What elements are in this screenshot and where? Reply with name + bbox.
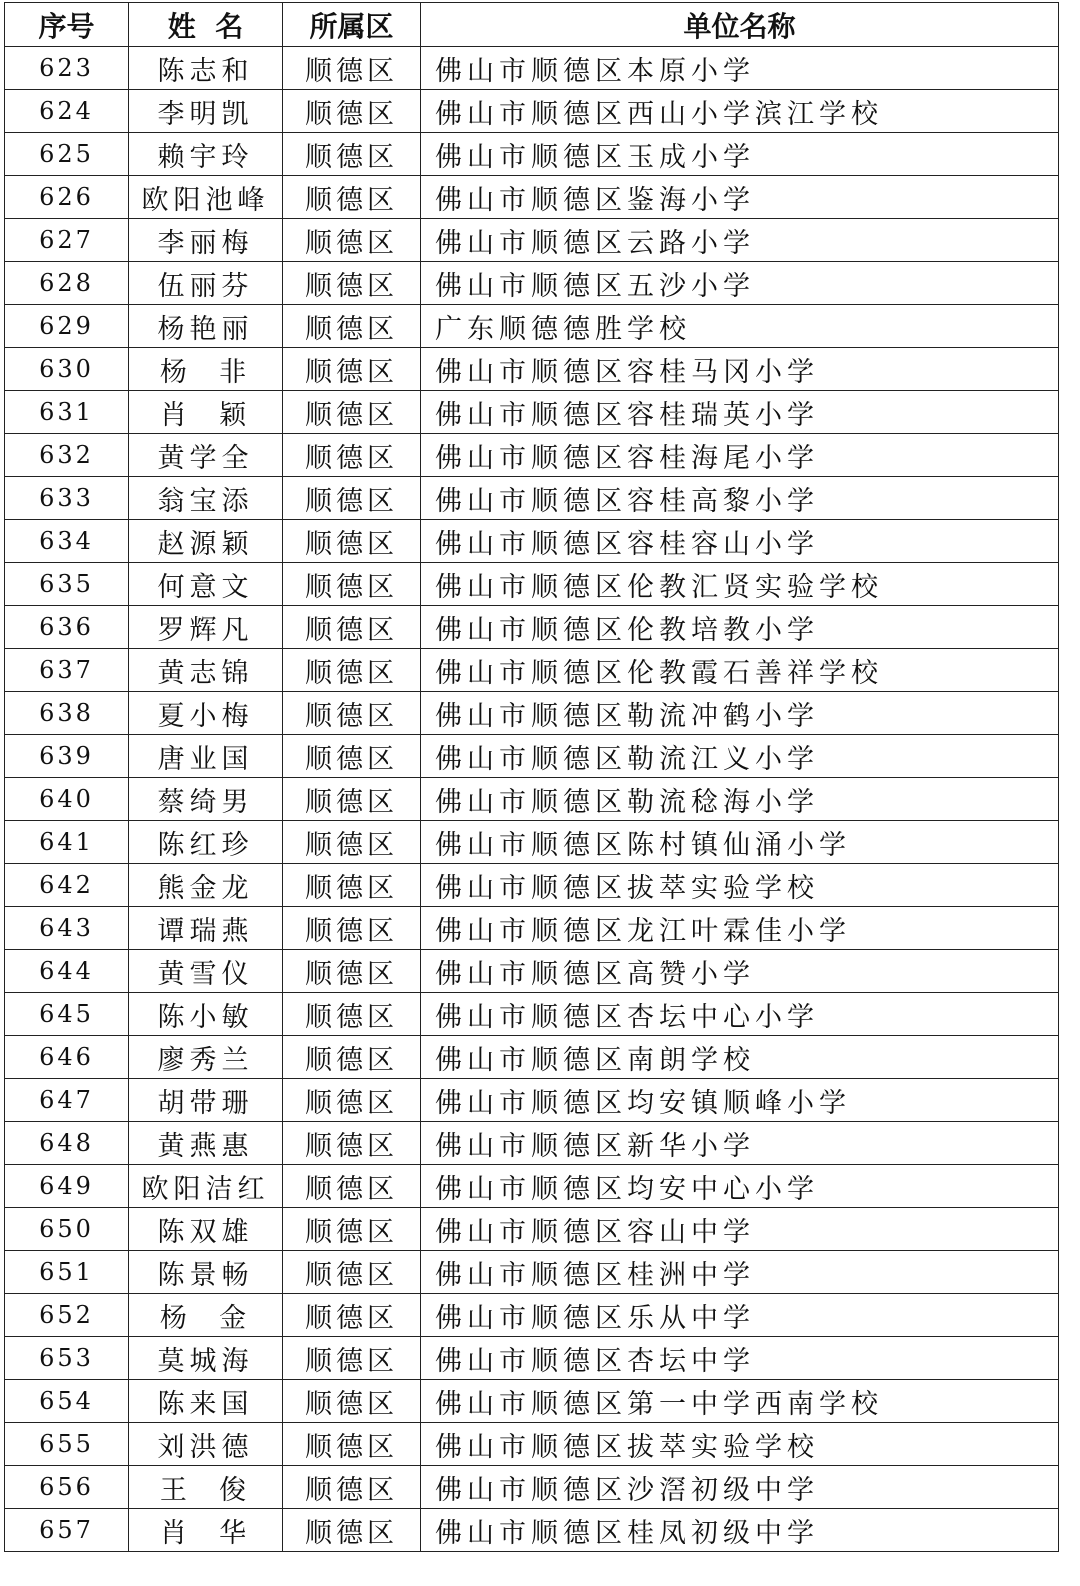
table-row [5, 1509, 1059, 1552]
table-row [5, 1165, 1059, 1208]
seq-cell: 636 [5, 606, 129, 649]
seq-cell: 626 [5, 176, 129, 219]
seq-cell: 656 [5, 1466, 129, 1509]
seq-cell: 629 [5, 305, 129, 348]
seq-cell: 639 [5, 735, 129, 778]
unit-cell: 佛山市顺德区西山小学滨江学校 [421, 90, 1059, 133]
unit-cell: 佛山市顺德区均安中心小学 [421, 1165, 1059, 1208]
district-cell: 顺德区 [283, 1466, 421, 1509]
seq-cell: 641 [5, 821, 129, 864]
unit-cell: 佛山市顺德区第一中学西南学校 [421, 1380, 1059, 1423]
unit-cell: 佛山市顺德区沙滘初级中学 [421, 1466, 1059, 1509]
table-row [5, 1294, 1059, 1337]
name-cell: 肖 颖 [129, 391, 283, 434]
district-cell: 顺德区 [283, 1251, 421, 1294]
seq-cell: 643 [5, 907, 129, 950]
table-row [5, 477, 1059, 520]
seq-cell: 655 [5, 1423, 129, 1466]
district-cell: 顺德区 [283, 649, 421, 692]
district-cell: 顺德区 [283, 821, 421, 864]
seq-cell: 632 [5, 434, 129, 477]
name-cell: 陈双雄 [129, 1208, 283, 1251]
table-row [5, 606, 1059, 649]
name-cell: 蔡绮男 [129, 778, 283, 821]
seq-cell: 652 [5, 1294, 129, 1337]
seq-cell: 644 [5, 950, 129, 993]
district-cell: 顺德区 [283, 305, 421, 348]
district-cell: 顺德区 [283, 993, 421, 1036]
header-district: 所属区 [283, 3, 421, 47]
name-cell: 陈景畅 [129, 1251, 283, 1294]
unit-cell: 佛山市顺德区鉴海小学 [421, 176, 1059, 219]
district-cell: 顺德区 [283, 950, 421, 993]
name-cell: 黄燕惠 [129, 1122, 283, 1165]
district-cell: 顺德区 [283, 1337, 421, 1380]
table-row [5, 950, 1059, 993]
name-cell: 赵源颖 [129, 520, 283, 563]
unit-cell: 佛山市顺德区乐从中学 [421, 1294, 1059, 1337]
unit-cell: 佛山市顺德区五沙小学 [421, 262, 1059, 305]
name-cell: 翁宝添 [129, 477, 283, 520]
roster-table [4, 2, 1059, 1552]
unit-cell: 佛山市顺德区均安镇顺峰小学 [421, 1079, 1059, 1122]
unit-cell: 广东顺德德胜学校 [421, 305, 1059, 348]
table-row [5, 1079, 1059, 1122]
unit-cell: 佛山市顺德区伦教培教小学 [421, 606, 1059, 649]
district-cell: 顺德区 [283, 692, 421, 735]
roster-table-container [4, 2, 1058, 1552]
seq-cell: 637 [5, 649, 129, 692]
seq-cell: 628 [5, 262, 129, 305]
seq-cell: 631 [5, 391, 129, 434]
name-cell: 夏小梅 [129, 692, 283, 735]
name-cell: 欧阳池峰 [129, 176, 283, 219]
name-cell: 李丽梅 [129, 219, 283, 262]
table-row [5, 1251, 1059, 1294]
table-row [5, 133, 1059, 176]
table-body [5, 47, 1059, 1552]
name-cell: 唐业国 [129, 735, 283, 778]
seq-cell: 645 [5, 993, 129, 1036]
unit-cell: 佛山市顺德区南朗学校 [421, 1036, 1059, 1079]
district-cell: 顺德区 [283, 907, 421, 950]
table-row [5, 821, 1059, 864]
table-row [5, 993, 1059, 1036]
name-cell: 黄学全 [129, 434, 283, 477]
unit-cell: 佛山市顺德区高赞小学 [421, 950, 1059, 993]
table-row [5, 47, 1059, 90]
district-cell: 顺德区 [283, 1423, 421, 1466]
table-row [5, 1036, 1059, 1079]
district-cell: 顺德区 [283, 1208, 421, 1251]
unit-cell: 佛山市顺德区拔萃实验学校 [421, 1423, 1059, 1466]
seq-cell: 646 [5, 1036, 129, 1079]
name-cell: 杨 非 [129, 348, 283, 391]
name-cell: 陈来国 [129, 1380, 283, 1423]
seq-cell: 630 [5, 348, 129, 391]
unit-cell: 佛山市顺德区杏坛中心小学 [421, 993, 1059, 1036]
unit-cell: 佛山市顺德区勒流冲鹤小学 [421, 692, 1059, 735]
name-cell: 廖秀兰 [129, 1036, 283, 1079]
seq-cell: 638 [5, 692, 129, 735]
district-cell: 顺德区 [283, 1294, 421, 1337]
seq-cell: 649 [5, 1165, 129, 1208]
name-cell: 陈小敏 [129, 993, 283, 1036]
seq-cell: 647 [5, 1079, 129, 1122]
district-cell: 顺德区 [283, 348, 421, 391]
district-cell: 顺德区 [283, 90, 421, 133]
seq-cell: 634 [5, 520, 129, 563]
seq-cell: 657 [5, 1509, 129, 1552]
name-cell: 熊金龙 [129, 864, 283, 907]
district-cell: 顺德区 [283, 219, 421, 262]
table-row [5, 219, 1059, 262]
seq-cell: 625 [5, 133, 129, 176]
unit-cell: 佛山市顺德区桂凤初级中学 [421, 1509, 1059, 1552]
name-cell: 谭瑞燕 [129, 907, 283, 950]
district-cell: 顺德区 [283, 434, 421, 477]
unit-cell: 佛山市顺德区勒流江义小学 [421, 735, 1059, 778]
table-row [5, 434, 1059, 477]
header-name: 姓 名 [129, 3, 283, 47]
table-row [5, 305, 1059, 348]
table-row [5, 778, 1059, 821]
table-row [5, 692, 1059, 735]
name-cell: 肖 华 [129, 1509, 283, 1552]
seq-cell: 635 [5, 563, 129, 606]
seq-cell: 648 [5, 1122, 129, 1165]
district-cell: 顺德区 [283, 735, 421, 778]
name-cell: 王 俊 [129, 1466, 283, 1509]
table-row [5, 348, 1059, 391]
seq-cell: 651 [5, 1251, 129, 1294]
table-row [5, 563, 1059, 606]
district-cell: 顺德区 [283, 1036, 421, 1079]
district-cell: 顺德区 [283, 477, 421, 520]
table-row [5, 90, 1059, 133]
seq-cell: 633 [5, 477, 129, 520]
name-cell: 黄志锦 [129, 649, 283, 692]
unit-cell: 佛山市顺德区玉成小学 [421, 133, 1059, 176]
table-row [5, 176, 1059, 219]
name-cell: 欧阳洁红 [129, 1165, 283, 1208]
district-cell: 顺德区 [283, 1509, 421, 1552]
unit-cell: 佛山市顺德区伦教霞石善祥学校 [421, 649, 1059, 692]
name-cell: 李明凯 [129, 90, 283, 133]
unit-cell: 佛山市顺德区桂洲中学 [421, 1251, 1059, 1294]
name-cell: 杨艳丽 [129, 305, 283, 348]
district-cell: 顺德区 [283, 391, 421, 434]
table-row [5, 735, 1059, 778]
table-row [5, 1208, 1059, 1251]
unit-cell: 佛山市顺德区云路小学 [421, 219, 1059, 262]
unit-cell: 佛山市顺德区勒流稔海小学 [421, 778, 1059, 821]
header-row [5, 3, 1059, 47]
district-cell: 顺德区 [283, 133, 421, 176]
header-unit: 单位名称 [421, 3, 1059, 47]
district-cell: 顺德区 [283, 563, 421, 606]
seq-cell: 654 [5, 1380, 129, 1423]
district-cell: 顺德区 [283, 176, 421, 219]
unit-cell: 佛山市顺德区容桂海尾小学 [421, 434, 1059, 477]
name-cell: 黄雪仪 [129, 950, 283, 993]
unit-cell: 佛山市顺德区伦教汇贤实验学校 [421, 563, 1059, 606]
unit-cell: 佛山市顺德区容桂容山小学 [421, 520, 1059, 563]
header-seq: 序号 [5, 3, 129, 47]
name-cell: 陈志和 [129, 47, 283, 90]
district-cell: 顺德区 [283, 262, 421, 305]
table-row [5, 1423, 1059, 1466]
table-row [5, 1337, 1059, 1380]
unit-cell: 佛山市顺德区拔萃实验学校 [421, 864, 1059, 907]
district-cell: 顺德区 [283, 1165, 421, 1208]
district-cell: 顺德区 [283, 606, 421, 649]
seq-cell: 650 [5, 1208, 129, 1251]
unit-cell: 佛山市顺德区容山中学 [421, 1208, 1059, 1251]
unit-cell: 佛山市顺德区本原小学 [421, 47, 1059, 90]
table-row [5, 391, 1059, 434]
name-cell: 胡带珊 [129, 1079, 283, 1122]
name-cell: 伍丽芬 [129, 262, 283, 305]
table-row [5, 907, 1059, 950]
district-cell: 顺德区 [283, 778, 421, 821]
name-cell: 赖宇玲 [129, 133, 283, 176]
district-cell: 顺德区 [283, 47, 421, 90]
seq-cell: 627 [5, 219, 129, 262]
district-cell: 顺德区 [283, 1380, 421, 1423]
table-row [5, 1466, 1059, 1509]
district-cell: 顺德区 [283, 520, 421, 563]
table-header [5, 3, 1059, 47]
unit-cell: 佛山市顺德区容桂瑞英小学 [421, 391, 1059, 434]
seq-cell: 624 [5, 90, 129, 133]
seq-cell: 653 [5, 1337, 129, 1380]
unit-cell: 佛山市顺德区容桂马冈小学 [421, 348, 1059, 391]
name-cell: 陈红珍 [129, 821, 283, 864]
table-row [5, 1122, 1059, 1165]
seq-cell: 640 [5, 778, 129, 821]
table-row [5, 649, 1059, 692]
seq-cell: 642 [5, 864, 129, 907]
district-cell: 顺德区 [283, 864, 421, 907]
seq-cell: 623 [5, 47, 129, 90]
table-row [5, 1380, 1059, 1423]
name-cell: 罗辉凡 [129, 606, 283, 649]
table-row [5, 262, 1059, 305]
unit-cell: 佛山市顺德区容桂高黎小学 [421, 477, 1059, 520]
table-row [5, 864, 1059, 907]
name-cell: 莫城海 [129, 1337, 283, 1380]
unit-cell: 佛山市顺德区新华小学 [421, 1122, 1059, 1165]
table-row [5, 520, 1059, 563]
district-cell: 顺德区 [283, 1079, 421, 1122]
district-cell: 顺德区 [283, 1122, 421, 1165]
unit-cell: 佛山市顺德区杏坛中学 [421, 1337, 1059, 1380]
unit-cell: 佛山市顺德区陈村镇仙涌小学 [421, 821, 1059, 864]
name-cell: 何意文 [129, 563, 283, 606]
name-cell: 杨 金 [129, 1294, 283, 1337]
name-cell: 刘洪德 [129, 1423, 283, 1466]
unit-cell: 佛山市顺德区龙江叶霖佳小学 [421, 907, 1059, 950]
